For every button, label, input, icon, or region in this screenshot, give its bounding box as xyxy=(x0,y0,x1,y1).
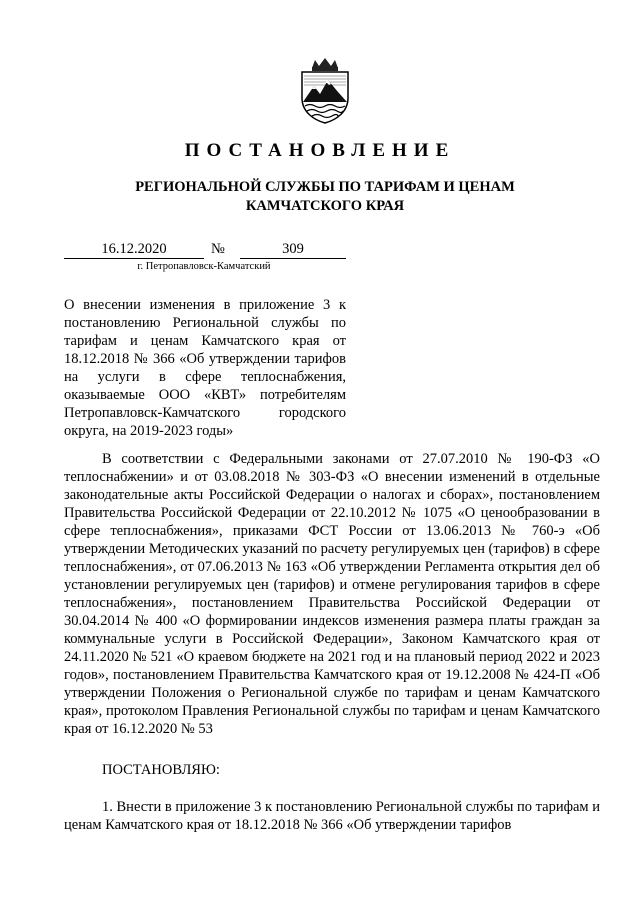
decree-word: ПОСТАНОВЛЯЮ: xyxy=(102,762,220,778)
document-date: 16.12.2020 xyxy=(64,240,204,259)
document-city: г. Петропавловск-Камчатский xyxy=(137,261,271,272)
organization-line-2: КАМЧАТСКОГО КРАЯ xyxy=(245,198,405,214)
preamble-paragraph: В соответствии с Федеральными законами от 27.07.2010 № 190-ФЗ «О теплоснабжении» и от 03.08.2018 № 303-ФЗ «О внесении изменений в отдельные законодательные акты Российской Федерации о налогах и сборах», постановлением Правительства Российской Федерации от 22.10.2012 № 1075 «О ценообразовании в сфере теплоснабжения», приказами ФСТ России от 13.06.2013 № 760-э «Об утверждении Методических указаний по расчету регулируемых цен (тарифов) в сфере теплоснабжения», от 07.06.2013 № 163 «Об утверждении Регламента открытия дел об установлении регулируемых цен (тарифов) и отмене регулирования тарифов в сфере теплоснабжения», постановлением Правительства Российской Федерации от 30.04.2014 № 400 «О формировании индексов изменения размера платы граждан за коммунальные услуги в Российской Федерации», Законом Камчатского края от 24.11.2020 № 521 «О краевом бюджете на 2021 год и на плановый период 2022 и 2023 годов», постановлением Правительства Камчатского края от 19.12.2008 № 424-П «Об утверждении Положения о Региональной службе по тарифам и ценам Камчатского края», протоколом Правления Региональной службы по тарифам и ценам Камчатского края от 16.12.2020 № 53 xyxy=(64,451,600,737)
document-subject: О внесении изменения в приложение 3 к постановлению Региональной службы по тарифам и ценам Камчатского края от 18.12.2018 № 366 «Об утверждении тарифов на услуги в сфере теплоснабжения, оказываемые ООО «КВТ» потребителям Петропавловск-Камчатского городского округа, на 2019-2023 годы» xyxy=(64,297,346,439)
number-sign: № xyxy=(211,241,225,257)
organization-line-1: РЕГИОНАЛЬНОЙ СЛУЖБЫ ПО ТАРИФАМ И ЦЕНАМ xyxy=(135,179,515,195)
item-1-paragraph: 1. Внести в приложение 3 к постановлению Региональной службы по тарифам и ценам Камчатского края от 18.12.2018 № 366 «Об утверждении тарифов xyxy=(64,799,600,833)
document-title: ПОСТАНОВЛЕНИЕ xyxy=(184,140,456,161)
document-number: 309 xyxy=(240,240,346,259)
organization-name xyxy=(100,178,550,216)
kamchatka-coat-of-arms-icon xyxy=(298,58,352,124)
